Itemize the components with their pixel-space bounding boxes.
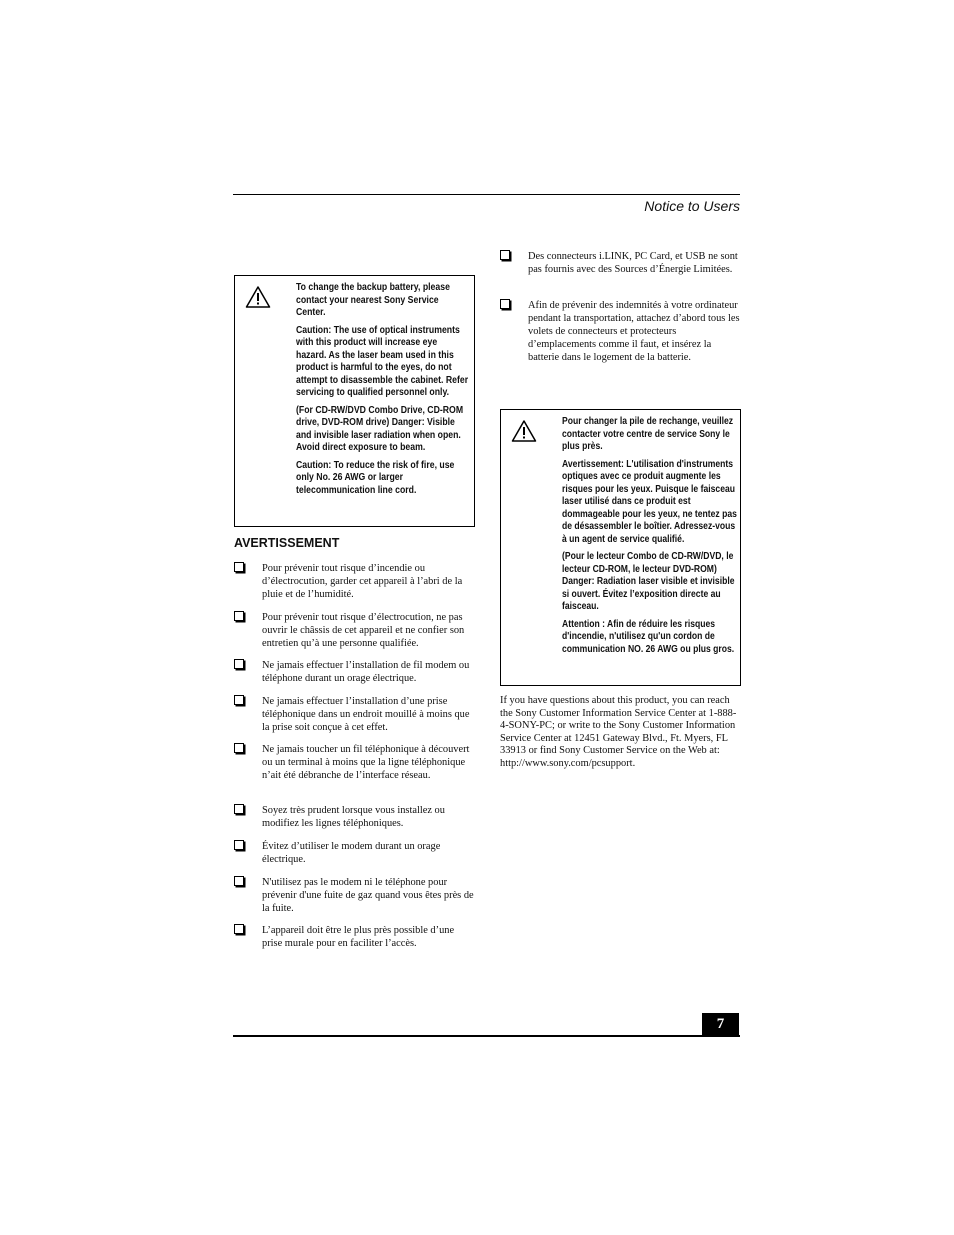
page-number: 7 — [702, 1013, 739, 1035]
warning-triangle-icon — [245, 285, 271, 309]
list-item — [500, 250, 740, 276]
list-item-text: Évitez d’utiliser le modem durant un orage électrique. — [262, 841, 441, 865]
warning-paragraph: (For CD-RW/DVD Combo Drive, CD-ROM drive, DVD-ROM drive) Danger: Visible and invisible laser radiation when open. Avoid direct exposure to beam. — [296, 404, 464, 453]
checkbox-bullet-icon — [234, 659, 244, 669]
warning-paragraph: (Pour le lecteur Combo de CD-RW/DVD, le lecteur CD-ROM, le lecteur DVD-ROM) Danger: Radiation laser visible et invisible si ouvert. Évitez l’exposition directe au faisceau. — [562, 551, 735, 612]
warning-paragraph: Caution: The use of optical instruments with this product will increase eye hazard. As the laser beam used in this product is harmful to the eyes, do not attempt to disassemble the cabinet. Refer servicing to qualified personnel only. — [296, 324, 469, 398]
list-item-text: Ne jamais effectuer l’installation d’une prise téléphonique dans un endroit mouillé à moins que la prise soit conçue à cet effet. — [262, 696, 470, 733]
warning-paragraph: Avertissement: L'utilisation d'instruments optiques avec ce produit augmente les risques pour les yeux. Puisque le faisceau laser utilisé dans ce produit est dommageable pour les yeux, ne tentez pas de désassembler le boîtier. Adressez-vous à un agent de service qualifié. — [562, 458, 737, 545]
contact-paragraph: If you have questions about this product, you can reach the Sony Customer Information Service Center at 1-888-4-SONY-PC; or write to the Sony Customer Information Service Center at 12451 Gateway Blvd., Ft. Myers, FL 33913 or find Sony Customer Service on the Web at: http://www.sony.com/pcsupport. — [500, 695, 737, 769]
list-item-text: Ne jamais toucher un fil téléphonique à découvert ou un terminal à moins que la ligne téléphonique n’ait été débranche de l’interface réseau. — [262, 744, 470, 781]
checkbox-bullet-icon — [234, 695, 244, 705]
checkbox-bullet-icon — [500, 250, 510, 260]
french-warning-box — [500, 409, 741, 686]
header-rule — [233, 194, 740, 195]
english-warning-box — [234, 275, 475, 527]
warning-paragraph: To change the backup battery, please contact your nearest Sony Service Center. — [296, 282, 450, 318]
footer-rule — [233, 1035, 740, 1037]
list-item — [234, 659, 474, 685]
list-item — [234, 840, 474, 866]
list-item — [234, 562, 474, 601]
list-item — [234, 695, 474, 734]
list-item-text: Afin de prévenir des indemnités à votre ordinateur pendant la transportation, attachez d’abord tous les volets de connecteurs et protecteurs d’emplacements comme il faut, et insérez la batterie dans le logement de la batterie. — [528, 300, 740, 363]
french-warning-text — [562, 416, 737, 661]
list-item-text: Ne jamais effectuer l’installation de fil modem ou téléphone durant un orage électrique. — [262, 660, 470, 684]
checkbox-bullet-icon — [234, 804, 244, 814]
list-item — [500, 299, 740, 364]
warning-paragraph: Attention : Afin de réduire les risques d'incendie, n'utilisez qu'un cordon de communication NO. 26 AWG ou plus gros. — [562, 618, 735, 655]
checkbox-bullet-icon — [234, 743, 244, 753]
avertissement-heading: AVERTISSEMENT — [234, 536, 340, 550]
list-item — [234, 876, 474, 915]
warning-triangle-icon — [511, 419, 537, 443]
english-warning-text — [296, 282, 470, 502]
list-item — [234, 804, 474, 830]
list-item-text: Pour prévenir tout risque d’électrocution, ne pas ouvrir le châssis de cet appareil et ne confier son entretien qu’à une personne qualifiée. — [262, 612, 465, 649]
checkbox-bullet-icon — [234, 876, 244, 886]
list-item-text: Soyez très prudent lorsque vous installez ou modifiez les lignes téléphoniques. — [262, 805, 445, 829]
list-item — [234, 611, 474, 650]
list-item-text: N'utilisez pas le modem ni le téléphone pour prévenir d'une fuite de gaz quand vous êtes près de la fuite. — [262, 877, 474, 914]
list-item-text: Pour prévenir tout risque d’incendie ou d’électrocution, garder cet appareil à l’abri de la pluie et de l’humidité. — [262, 563, 463, 600]
checkbox-bullet-icon — [234, 924, 244, 934]
page-header-title: Notice to Users — [644, 198, 740, 214]
checkbox-bullet-icon — [234, 562, 244, 572]
warning-paragraph: Pour changer la pile de rechange, veuillez contacter votre centre de service Sony le plus près. — [562, 416, 734, 452]
list-item — [234, 924, 474, 950]
list-item-text: L’appareil doit être le plus près possible d’une prise murale pour en faciliter l’accès. — [262, 925, 455, 949]
list-item — [234, 743, 474, 782]
warning-paragraph: Caution: To reduce the risk of fire, use only No. 26 AWG or larger telecommunication line cord. — [296, 459, 455, 496]
list-item-text: Des connecteurs i.LINK, PC Card, et USB ne sont pas fournis avec des Sources d’Énergie Limitées. — [528, 251, 738, 275]
checkbox-bullet-icon — [500, 299, 510, 309]
checkbox-bullet-icon — [234, 611, 244, 621]
checkbox-bullet-icon — [234, 840, 244, 850]
